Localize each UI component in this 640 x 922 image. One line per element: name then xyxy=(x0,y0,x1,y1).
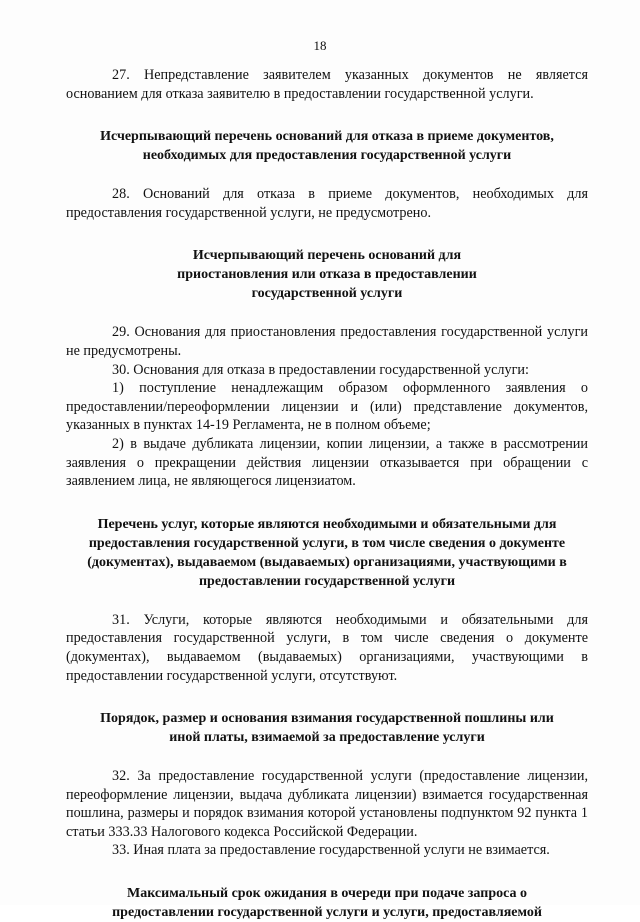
page-number: 18 xyxy=(313,38,327,53)
paragraph-30: 30. Основания для отказа в предоставлении государственной услуги: xyxy=(112,361,529,378)
paragraph-28: 28. Оснований для отказа в приеме документов, необходимых для предоставления государственной услуги, не предусмотрено. xyxy=(66,186,588,221)
paragraph-27: 27. Непредставление заявителем указанных документов не является основанием для отказа заявителю в предоставлении государственной услуги. xyxy=(66,67,588,102)
paragraph-31: 31. Услуги, которые являются необходимыми и обязательными для предоставления государственной услуги, в том числе сведения о документе (документах), выдаваемом (выдаваемых) организациями, участвующими в предоставлении государственной услуги, отсутствуют. xyxy=(66,611,588,684)
heading-state-duty: Порядок, размер и основания взимания государственной пошлины или иной платы, взимаемой за предоставление услуги xyxy=(100,711,554,746)
heading-max-wait-time: Максимальный срок ожидания в очереди при подаче запроса о предоставлении государственной услуги и услуги, предоставляемой xyxy=(112,886,542,921)
heading-suspension-refusal: Исчерпывающий перечень оснований для приостановления или отказа в предоставлении государственной услуги xyxy=(177,248,477,302)
heading-necessary-services: Перечень услуг, которые являются необходимыми и обязательными для предоставления государственной услуги, в том числе сведения о документе (документах), выдаваемом (выдаваемых) организациями, участвующими в предоставлении государственной услуги xyxy=(87,516,567,589)
paragraph-29: 29. Основания для приостановления предоставления государственной услуги не предусмотрены. xyxy=(66,324,588,359)
paragraph-33: 33. Иная плата за предоставление государственной услуги не взимается. xyxy=(112,842,550,859)
paragraph-30-item-1: 1) поступление ненадлежащим образом оформленного заявления о предоставлении/переоформлении лицензии и (или) представление документов, указанных в пунктах 14-19 Регламента, не в полном объеме; xyxy=(66,380,588,434)
paragraph-32: 32. За предоставление государственной услуги (предоставление лицензии, переоформление лицензии, выдача дубликата лицензии) взимается государственная пошлина, размеры и порядок взимания которой установлены подпунктом 92 пункта 1 статьи 333.33 Налогового кодекса Российской Федерации. xyxy=(66,768,588,840)
page-body xyxy=(66,66,588,922)
paragraph-30-item-2: 2) в выдаче дубликата лицензии, копии лицензии, а также в рассмотрении заявления о прекращении действия лицензии отказывается при обращении с заявлением лица, не являющегося лицензиатом. xyxy=(66,435,588,490)
heading-refusal-documents: Исчерпывающий перечень оснований для отказа в приеме документов, необходимых для предоставления государственной услуги xyxy=(100,129,554,164)
